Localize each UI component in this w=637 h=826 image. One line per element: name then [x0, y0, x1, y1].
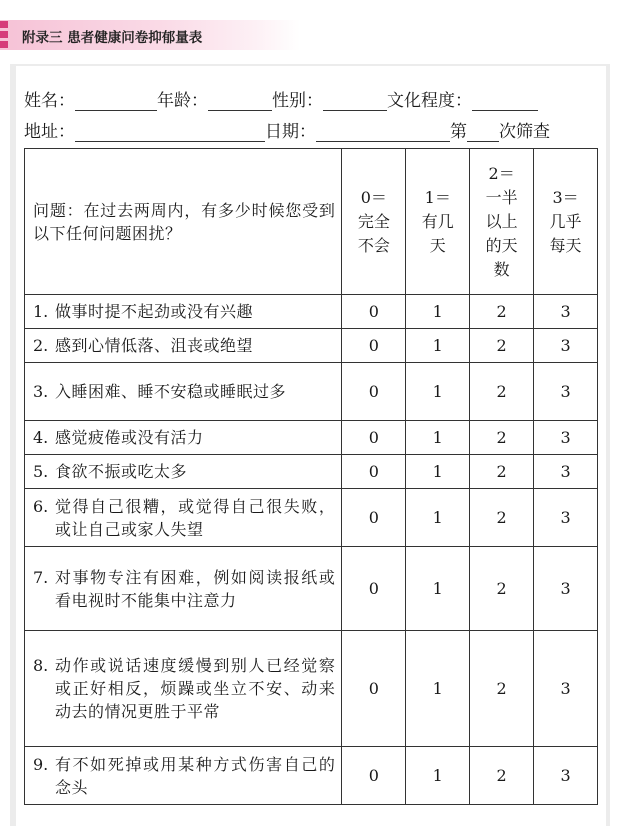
score-header-line: 一半 — [485, 187, 518, 207]
score-option[interactable]: 3 — [534, 329, 598, 363]
table-row — [25, 363, 598, 421]
score-option[interactable]: 2 — [470, 295, 534, 329]
item-number: 4. — [33, 428, 49, 447]
form-row-personal — [24, 86, 538, 111]
table-row — [25, 631, 598, 747]
gender-field[interactable] — [323, 92, 387, 111]
score-header-line: 0＝ — [360, 187, 387, 207]
name-field[interactable] — [75, 92, 157, 111]
screening-count-field[interactable] — [467, 123, 499, 142]
score-option[interactable]: 0 — [342, 747, 406, 805]
score-option[interactable]: 1 — [406, 489, 470, 547]
score-option[interactable]: 1 — [406, 329, 470, 363]
score-header-3 — [534, 149, 598, 295]
item-number: 3. — [33, 382, 49, 401]
score-header-line: 天 — [429, 235, 446, 255]
item-text: 做事时提不起劲或没有兴趣 — [55, 302, 254, 321]
table-row — [25, 455, 598, 489]
header-row — [25, 149, 598, 295]
item-number: 9. — [33, 754, 49, 774]
score-option[interactable]: 1 — [406, 295, 470, 329]
question-cell — [25, 329, 342, 363]
question-cell — [25, 421, 342, 455]
item-number: 6. — [33, 496, 49, 516]
education-label: 文化程度： — [387, 91, 472, 111]
table-row — [25, 747, 598, 805]
item-number: 2. — [33, 336, 49, 355]
form-row-address — [24, 117, 550, 142]
table-row — [25, 295, 598, 329]
score-option[interactable]: 3 — [534, 421, 598, 455]
score-option[interactable]: 2 — [470, 455, 534, 489]
score-header-line: 的天 — [485, 235, 518, 255]
address-label: 地址： — [24, 122, 75, 142]
score-header-line: 以上 — [485, 211, 518, 231]
score-option[interactable]: 3 — [534, 547, 598, 631]
question-cell — [25, 295, 342, 329]
question-header: 问题：在过去两周内，有多少时候您受到以下任何问题困扰？ — [25, 149, 342, 295]
table-row — [25, 329, 598, 363]
item-number: 5. — [33, 462, 49, 481]
question-cell — [25, 489, 342, 547]
score-header-line: 2＝ — [488, 163, 515, 183]
question-cell — [25, 631, 342, 747]
screening-suffix: 次筛查 — [499, 122, 550, 142]
score-option[interactable]: 2 — [470, 363, 534, 421]
score-header-1 — [406, 149, 470, 295]
score-header-line: 不会 — [357, 235, 390, 255]
table-row — [25, 489, 598, 547]
score-option[interactable]: 3 — [534, 489, 598, 547]
score-header-line: 完全 — [357, 211, 390, 231]
score-option[interactable]: 0 — [342, 455, 406, 489]
age-field[interactable] — [208, 92, 272, 111]
score-option[interactable]: 0 — [342, 363, 406, 421]
item-text: 对事物专注有困难，例如阅读报纸或看电视时不能集中注意力 — [55, 567, 336, 610]
score-option[interactable]: 2 — [470, 747, 534, 805]
score-header-line: 有几 — [421, 211, 454, 231]
phq9-table — [24, 148, 598, 805]
score-option[interactable]: 2 — [470, 421, 534, 455]
item-text: 感觉疲倦或没有活力 — [55, 428, 204, 447]
score-option[interactable]: 1 — [406, 747, 470, 805]
score-option[interactable]: 2 — [470, 631, 534, 747]
score-option[interactable]: 3 — [534, 295, 598, 329]
score-header-line: 每天 — [549, 235, 582, 255]
score-header-2 — [470, 149, 534, 295]
item-number: 7. — [33, 567, 49, 587]
score-option[interactable]: 1 — [406, 421, 470, 455]
item-text: 入睡困难、睡不安稳或睡眠过多 — [55, 382, 287, 401]
score-option[interactable]: 1 — [406, 547, 470, 631]
section-title: 附录三 患者健康问卷抑郁量表 — [22, 30, 203, 46]
gender-label: 性别： — [272, 91, 323, 111]
item-number: 1. — [33, 302, 49, 321]
score-option[interactable]: 1 — [406, 455, 470, 489]
question-cell — [25, 547, 342, 631]
score-option[interactable]: 0 — [342, 631, 406, 747]
date-field[interactable] — [316, 123, 450, 142]
education-field[interactable] — [472, 92, 538, 111]
score-option[interactable]: 0 — [342, 295, 406, 329]
question-cell — [25, 455, 342, 489]
score-option[interactable]: 2 — [470, 489, 534, 547]
section-marker-icon — [0, 20, 8, 50]
table-row — [25, 421, 598, 455]
score-option[interactable]: 3 — [534, 747, 598, 805]
score-option[interactable]: 0 — [342, 489, 406, 547]
score-option[interactable]: 2 — [470, 547, 534, 631]
score-option[interactable]: 1 — [406, 363, 470, 421]
item-number: 8. — [33, 656, 49, 675]
score-header-line: 几乎 — [549, 211, 582, 231]
score-option[interactable]: 3 — [534, 631, 598, 747]
score-header-0 — [342, 149, 406, 295]
question-cell — [25, 363, 342, 421]
score-option[interactable]: 2 — [470, 329, 534, 363]
score-option[interactable]: 3 — [534, 363, 598, 421]
score-option[interactable]: 0 — [342, 329, 406, 363]
score-option[interactable]: 0 — [342, 547, 406, 631]
question-cell — [25, 747, 342, 805]
score-header-line: 数 — [493, 259, 510, 279]
item-text: 动作或说话速度缓慢到别人已经觉察或正好相反，烦躁或坐立不安、动来动去的情况更胜于平常 — [55, 656, 336, 721]
score-option[interactable]: 1 — [406, 631, 470, 747]
table-row — [25, 547, 598, 631]
age-label: 年龄： — [157, 91, 208, 111]
date-label: 日期： — [265, 122, 316, 142]
item-text: 感到心情低落、沮丧或绝望 — [55, 336, 254, 355]
name-label: 姓名： — [24, 91, 75, 111]
item-text: 有不如死掉或用某种方式伤害自己的念头 — [55, 754, 336, 797]
item-text: 食欲不振或吃太多 — [55, 462, 188, 481]
address-field[interactable] — [75, 123, 265, 142]
score-option[interactable]: 0 — [342, 421, 406, 455]
score-header-line: 1＝ — [424, 187, 451, 207]
screening-prefix: 第 — [450, 122, 467, 142]
score-option[interactable]: 3 — [534, 455, 598, 489]
item-text: 觉得自己很糟，或觉得自己很失败，或让自己或家人失望 — [55, 496, 336, 539]
score-header-line: 3＝ — [552, 187, 579, 207]
